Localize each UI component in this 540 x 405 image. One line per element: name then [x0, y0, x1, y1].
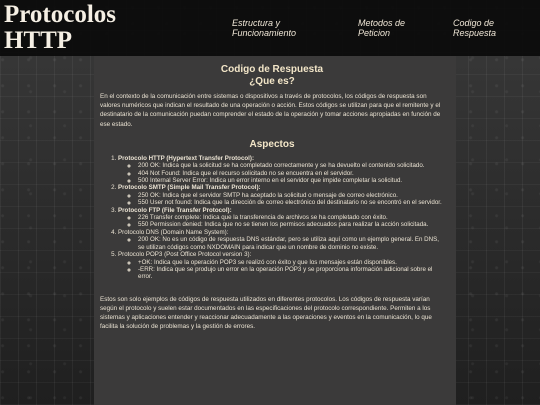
code-item: ◦ 250 OK: Indica que el servidor SMTP ha aceptado la solicitud o mensaje de correo electrónico.: [138, 192, 444, 199]
protocol-item: 5. Protocolo POP3 (Post Office Protocol version 3): ◦ +OK: Indica que la operación POP3 se realizó con éxito y que los mensajes están disponibles. ◦ -ERR: Indica que se produjo un error en la operación POP3 y se proporciona información adicional sobre el error.: [118, 251, 444, 281]
code-item: ◦ 550 Permission denied: Indica que no se tienen los permisos adecuados para realizar la acción solicitada.: [138, 221, 444, 228]
protocol-list: [110, 155, 444, 281]
protocol-item: 3. Protocolo FTP (File Transfer Protocol): ◦ 226 Transfer complete: Indica que la transferencia de archivos se ha completado con éxito. ◦ 550 Permission denied: Indica que no se tienen los permisos adecuados para realizar la acción solicitada.: [118, 207, 444, 229]
protocol-item: 2. Protocolo SMTP (Simple Mail Transfer Protocol): ◦ 250 OK: Indica que el servidor SMTP ha aceptado la solicitud o mensaje de correo electrónico. ◦ 550 User not found: Indica que la dirección de correo electrónico del destinatario no se encontró en el servidor.: [118, 184, 444, 206]
logo-line-1: Protocolos: [4, 1, 117, 28]
aspects-heading: Aspectos: [249, 138, 295, 150]
logo-line-2: HTTP: [4, 27, 73, 54]
protocol-item: 1. Protocolo HTTP (Hypertext Transfer Protocol): ◦ 200 OK: Indica que la solicitud se ha completado correctamente y se ha devuelto el contenido solicitado. ◦ 404 Not Found: Indica que el recurso solicitado no se encuentra en el servidor. ◦ 500 Internal Server Error: Indica un error interno en el servidor que impide completar la solicitud.: [118, 155, 444, 185]
code-item: ◦ 500 Internal Server Error: Indica un error interno en el servidor que impide completar la solicitud.: [138, 177, 444, 184]
intro-paragraph: En el contexto de la comunicación entre sistemas o dispositivos a través de protocolos, los códigos de respuesta son valores numéricos que indican el resultado de una operación o acción. Estos códigos se utilizan para que el remitente y el destinatario de la comunicación puedan comprender el estado de la operación y tomar acciones apropiadas en función de ese estado.: [100, 93, 441, 128]
outro-paragraph: Estos son solo ejemplos de códigos de respuesta utilizados en diferentes protocolos. Los códigos de respuesta varían según el protocolo y suelen estar documentados en las especificaciones del protocolo correspondiente. Permiten a los sistemas y aplicaciones entender y reaccionar adecuadamente a las operaciones y eventos en la comunicación, lo que facilita la solución de problemas y la gestión de errores.: [100, 295, 432, 331]
code-item: ◦ 550 User not found: Indica que la dirección de correo electrónico del destinatario no se encontró en el servidor.: [138, 199, 444, 206]
header-bar: [0, 0, 540, 56]
protocol-item: 4. Protocolo DNS (Domain Name System): ◦ 200 OK: No es un código de respuesta DNS estándar, pero se utiliza aquí como un ejemplo general. En DNS, se utilizan códigos como NXDOMAIN para indicar que un nombre de dominio no existe.: [118, 229, 444, 251]
code-item: ◦ 200 OK: Indica que la solicitud se ha completado correctamente y se ha devuelto el contenido solicitado.: [138, 162, 444, 169]
page-title: Codigo de Respuesta ¿Que es?: [220, 64, 324, 87]
nav-link-metodos[interactable]: Metodos de Peticion: [358, 18, 406, 38]
code-item: ◦ -ERR: Indica que se produjo un error en la operación POP3 y se proporciona información adicional sobre el error.: [138, 266, 444, 281]
site-logo[interactable]: [4, 2, 116, 54]
code-item: ◦ 226 Transfer complete: Indica que la transferencia de archivos se ha completado con éxito.: [138, 214, 444, 221]
nav-link-codigo[interactable]: Codigo de Respuesta: [453, 18, 497, 38]
code-item: ◦ 200 OK: No es un código de respuesta DNS estándar, pero se utiliza aquí como un ejemplo general. En DNS, se utilizan códigos como NXDOMAIN para indicar que un nombre de dominio no existe.: [138, 236, 444, 251]
nav-link-estructura[interactable]: Estructura y Funcionamiento: [232, 18, 297, 38]
code-item: ◦ +OK: Indica que la operación POP3 se realizó con éxito y que los mensajes están disponibles.: [138, 259, 444, 266]
main-content: [100, 64, 444, 332]
code-item: ◦ 404 Not Found: Indica que el recurso solicitado no se encuentra en el servidor.: [138, 170, 444, 177]
